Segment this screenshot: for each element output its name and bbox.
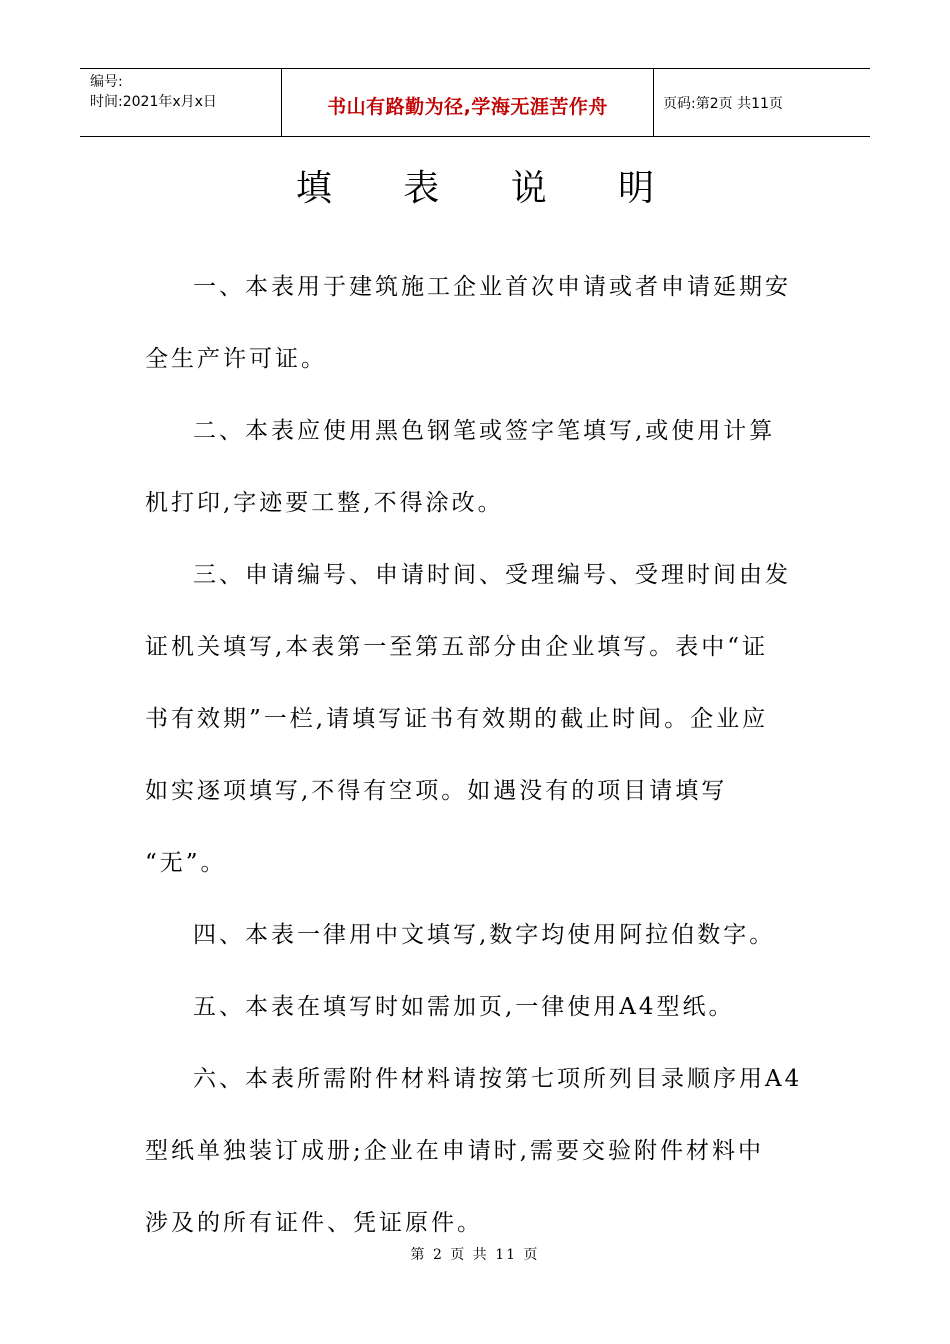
- paragraph-line: 四、本表一律用中文填写,数字均使用阿拉伯数字。: [193, 922, 776, 948]
- paragraph-line: 证机关填写,本表第一至第五部分由企业填写。表中“证: [145, 634, 769, 660]
- paragraph-line: 五、本表在填写时如需加页,一律使用A4型纸。: [193, 994, 735, 1020]
- header-motto-cell: [282, 69, 654, 136]
- header-meta: [80, 69, 282, 136]
- header-page-code-cell: [654, 69, 870, 136]
- page-title: 填 表 说 明: [295, 168, 685, 209]
- paragraph-line: 一、本表用于建筑施工企业首次申请或者申请延期安: [193, 274, 791, 300]
- instruction-paragraph-2: [145, 402, 811, 546]
- instruction-paragraph-4: [145, 906, 811, 978]
- instruction-paragraph-1: [145, 258, 811, 402]
- paragraph-line: 机打印,字迹要工整,不得涂改。: [145, 490, 504, 516]
- page-footer: 第 2 页 共 11 页: [410, 1247, 540, 1263]
- instruction-paragraph-6: [145, 1050, 811, 1266]
- instructions-body: [145, 258, 811, 1266]
- paragraph-line: 全生产许可证。: [145, 346, 327, 372]
- paragraph-line: 三、申请编号、申请时间、受理编号、受理时间由发: [193, 562, 791, 588]
- document-number-label: 编号:: [90, 74, 123, 90]
- paragraph-line: 型纸单独装订成册;企业在申请时,需要交验附件材料中: [145, 1138, 765, 1164]
- paragraph-line: 六、本表所需附件材料请按第七项所列目录顺序用A4: [193, 1066, 803, 1092]
- paragraph-line: 涉及的所有证件、凭证原件。: [145, 1210, 483, 1236]
- paragraph-line: 如实逐项填写,不得有空项。如遇没有的项目请填写: [145, 778, 728, 804]
- instruction-paragraph-3: [145, 546, 811, 906]
- header-page-code: 页码:第2页 共11页: [663, 95, 783, 112]
- paragraph-line: 书有效期”一栏,请填写证书有效期的截止时间。企业应: [145, 706, 769, 732]
- page-header: [80, 68, 870, 137]
- header-motto: 书山有路勤为径,学海无涯苦作舟: [327, 96, 608, 118]
- paragraph-line: 二、本表应使用黑色钢笔或签字笔填写,或使用计算: [193, 418, 776, 444]
- paragraph-line: “无”。: [145, 850, 227, 876]
- instruction-paragraph-5: [145, 978, 811, 1050]
- document-time-label: 时间:2021年x月x日: [90, 94, 217, 110]
